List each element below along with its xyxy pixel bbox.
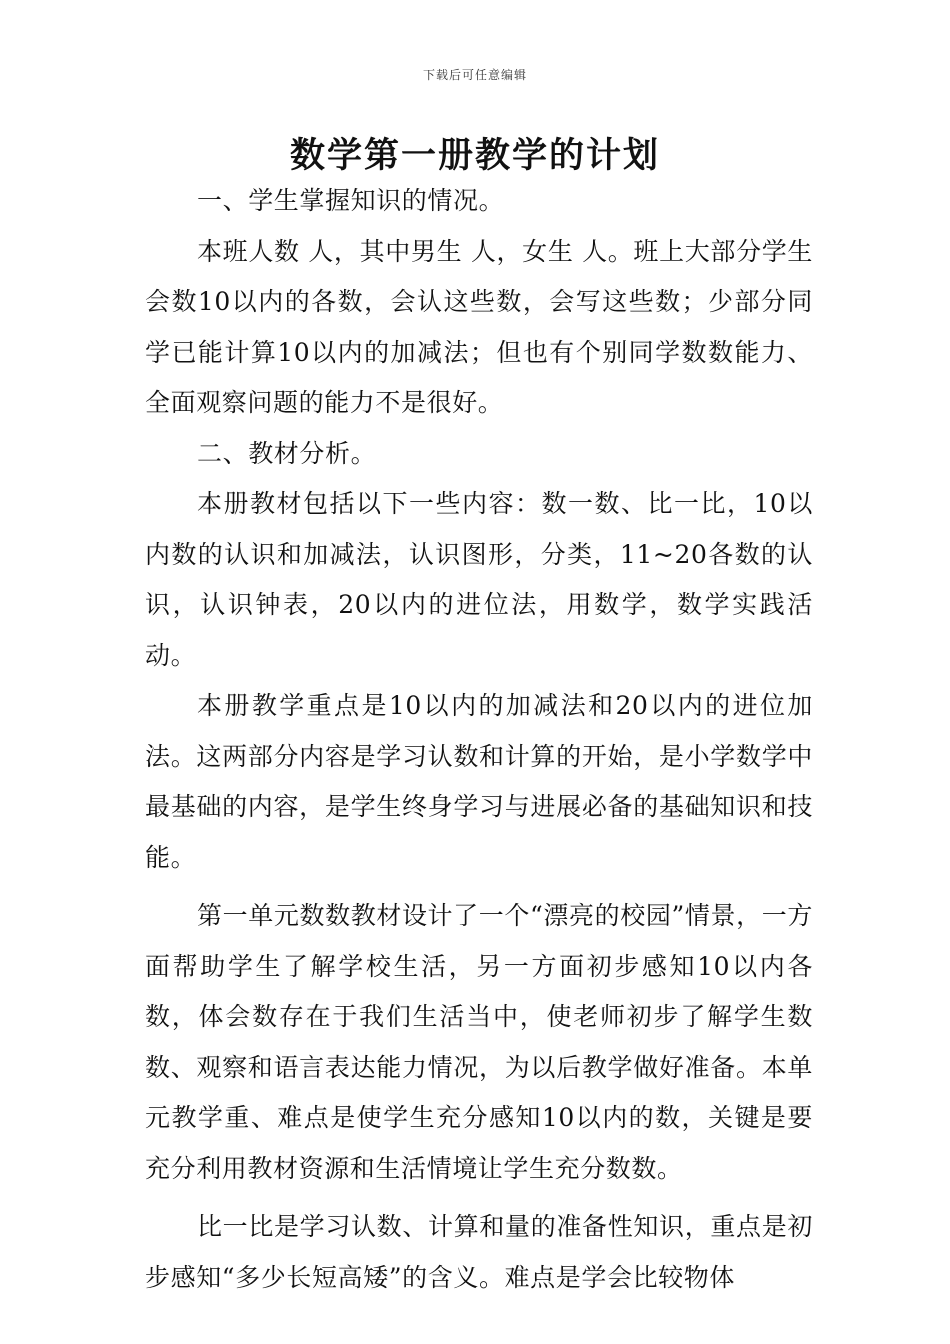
paragraph-textbook-content: 本册教材包括以下一些内容：数一数、比一比，10以内数的认识和加减法，认识图形，分类，11~20各数的认识，认识钟表，20以内的进位法，用数学，数学实践活动。: [145, 489, 813, 670]
header-note: 下载后可任意编辑: [422, 68, 527, 82]
paragraph-teaching-focus: 本册教学重点是10以内的加减法和20以内的进位加法。这两部分内容是学习认数和计算的开始，是小学数学中最基础的内容，是学生终身学习与进展必备的基础知识和技能。: [145, 691, 813, 872]
section-heading-2: 二、教材分析。: [197, 438, 377, 468]
paragraph-unit-one: 第一单元数数教材设计了一个“漂亮的校园”情景，一方面帮助学生了解学校生活，另一方面初步感知10以内各数，体会数存在于我们生活当中，使老师初步了解学生数数、观察和语言表达能力情况，为以后教学做好准备。本单元教学重、难点是使学生充分感知10以内的数，关键是要充分利用教材资源和生活情境让学生充分数数。: [145, 901, 813, 1183]
document-title: 数学第一册教学的计划: [289, 136, 660, 176]
paragraph-comparison: 比一比是学习认数、计算和量的准备性知识，重点是初步感知“多少长短高矮”的含义。难点是学会比较物体: [145, 1212, 813, 1292]
document-body: [145, 176, 813, 1303]
section-heading-1: 一、学生掌握知识的情况。: [197, 186, 505, 215]
paragraph-student-situation: 本班人数 人，其中男生 人，女生 人。班上大部分学生会数10以内的各数，会认这些数，会写这些数；少部分同学已能计算10以内的加减法；但也有个别同学数数能力、全面观察问题的能力不是很好。: [145, 236, 813, 417]
